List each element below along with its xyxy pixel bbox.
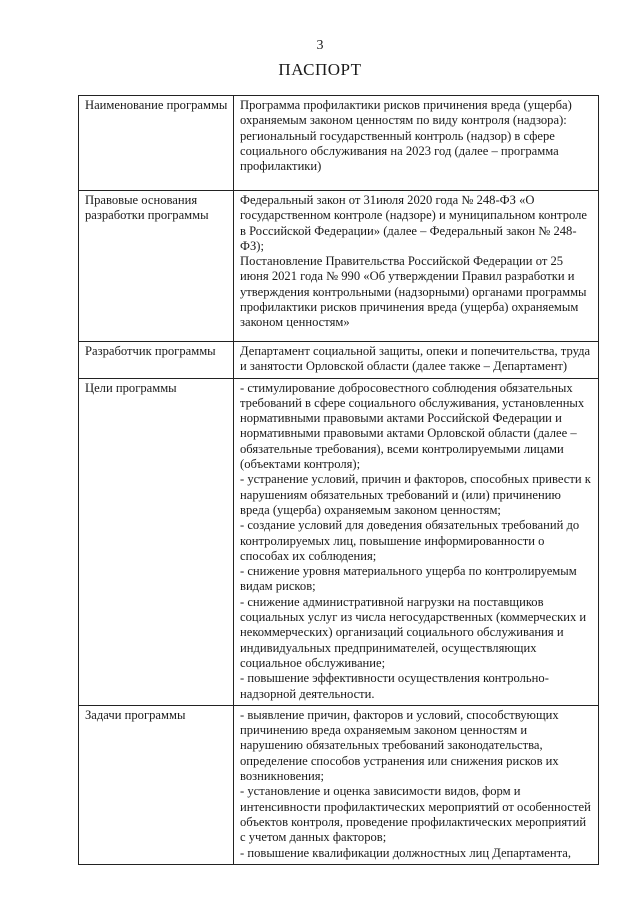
table-row-goals [79, 378, 599, 705]
row-paragraph: - устранение условий, причин и факторов, способных привести к нарушениям обязательных требований и (или) причинению вреда (ущерба) охраняемым законом ценностям; [240, 472, 591, 517]
row-paragraph: - установление и оценка зависимости видов, форм и интенсивности профилактических мероприятий от особенностей объектов контроля, проведение профилактических мероприятий с учетом данных факторов; [240, 784, 591, 845]
document-title: ПАСПОРТ [278, 60, 362, 79]
passport-table [78, 95, 599, 865]
row-label: Разработчик программы [79, 342, 234, 379]
row-paragraph: Постановление Правительства Российской Федерации от 25 июня 2021 года № 990 «Об утверждении Правил разработки и утверждения контрольными (надзорными) органами программы профилактики рисков причинения вреда (ущерба) охраняемым законом ценностям» [240, 254, 587, 330]
row-paragraph: - снижение уровня материального ущерба по контролируемым видам рисков; [240, 564, 577, 594]
table-row-legal-basis [79, 191, 599, 342]
row-value [234, 191, 599, 342]
page-number: 3 [316, 38, 324, 53]
row-paragraph: - стимулирование добросовестного соблюдения обязательных требований в сфере социального обслуживания, установленных нормативными правовыми актами Российской Федерации и нормативными правовыми актами Орловской области (далее – обязательные требования), всеми контролируемыми лицами (объектами контроля); [240, 380, 585, 472]
table-row-program-name [79, 96, 599, 191]
row-label: Задачи программы [79, 705, 234, 864]
row-label: Цели программы [79, 378, 234, 705]
row-paragraph: - выявление причин, факторов и условий, способствующих причинению вреда охраняемым законом ценностям и нарушению обязательных требований законодательства, определение способов устранения или снижения рисков их возникновения; [240, 707, 559, 784]
row-label: Наименование программы [79, 96, 234, 191]
row-value [234, 96, 599, 191]
row-value [234, 705, 599, 864]
table-row-tasks [79, 705, 599, 864]
row-paragraph: - повышение квалификации должностных лиц Департамента, [240, 845, 571, 860]
row-label: Правовые основания разработки программы [79, 191, 234, 342]
row-paragraph: - создание условий для доведения обязательных требований до контролируемых лиц, повышение информированности о способах их соблюдения; [240, 518, 580, 563]
row-paragraph: Программа профилактики рисков причинения вреда (ущерба) охраняемым законом ценностям по виду контроля (надзора): региональный государственный контроль (надзор) в сфере социального обслуживания на 2023 год (далее – программа профилактики) [240, 98, 572, 174]
row-value [234, 378, 599, 705]
row-paragraph: - повышение эффективности осуществления контрольно-надзорной деятельности. [240, 671, 549, 701]
row-value [234, 342, 599, 379]
row-paragraph: Департамент социальной защиты, опеки и попечительства, труда и занятости Орловской области (далее также – Департамент) [240, 344, 591, 374]
table-row-developer [79, 342, 599, 379]
row-paragraph: Федеральный закон от 31июля 2020 года № 248-ФЗ «О государственном контроле (надзоре) и муниципальном контроле в Российской Федерации» (далее – Федеральный закон № 248-ФЗ); [240, 193, 587, 253]
row-paragraph: - снижение административной нагрузки на поставщиков социальных услуг из числа негосударственных (коммерческих и некоммерческих) организаций социального обслуживания и индивидуальных предпринимателей, осуществляющих социальное обслуживание; [240, 594, 587, 670]
